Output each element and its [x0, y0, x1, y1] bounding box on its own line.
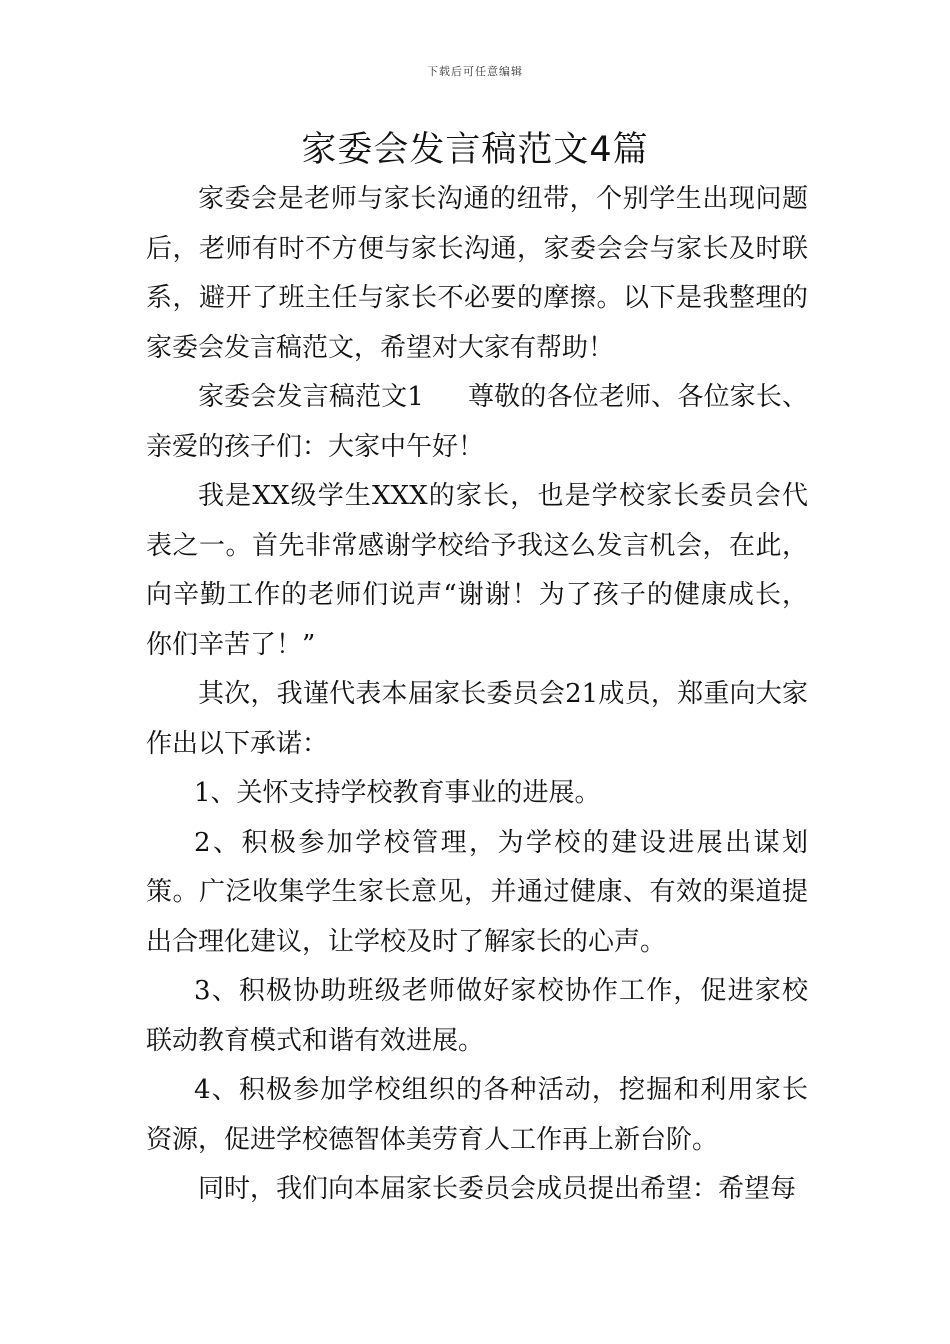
sample1-label: 家委会发言稿范文1 [198, 382, 424, 412]
intro-paragraph: 家委会是老师与家长沟通的纽带，个别学生出现问题后，老师有时不方便与家长沟通，家委会会与家长及时联系，避开了班主任与家长不必要的摩擦。以下是我整理的家委会发言稿范文，希望对大家有帮助！ [146, 184, 808, 363]
document-title: 家委会发言稿范文4篇 [301, 130, 649, 170]
promise-item-3: 3、积极协助班级老师做好家校协作工作，促进家校联动教育模式和谐有效进展。 [146, 976, 808, 1056]
header-note: 下载后可任意编辑 [427, 65, 523, 78]
sample1-greeting: 尊敬的各位老师、各位家长、亲爱的孩子们：大家中午好！ [146, 382, 808, 462]
sample1-paragraph [146, 373, 808, 472]
promise-item-1: 1、关怀支持学校教育事业的进展。 [194, 778, 601, 808]
self-intro-paragraph: 我是XX级学生XXX的家长，也是学校家长委员会代表之一。首先非常感谢学校给予我这么发言机会，在此，向辛勤工作的老师们说声“谢谢！为了孩子的健康成长，你们辛苦了！” [146, 481, 808, 660]
promise-item-2: 2、积极参加学校管理，为学校的建设进展出谋划策。广泛收集学生家长意见，并通过健康、有效的渠道提出合理化建议，让学校及时了解家长的心声。 [146, 827, 808, 957]
document-body [146, 175, 808, 1215]
promise-paragraph: 其次，我谨代表本届家长委员会21成员，郑重向大家作出以下承诺： [146, 679, 808, 759]
hope-paragraph: 同时，我们向本届家长委员会成员提出希望：希望每 [198, 1174, 797, 1204]
promise-item-4: 4、积极参加学校组织的各种活动，挖掘和利用家长资源，促进学校德智体美劳育人工作再上新台阶。 [146, 1075, 808, 1155]
